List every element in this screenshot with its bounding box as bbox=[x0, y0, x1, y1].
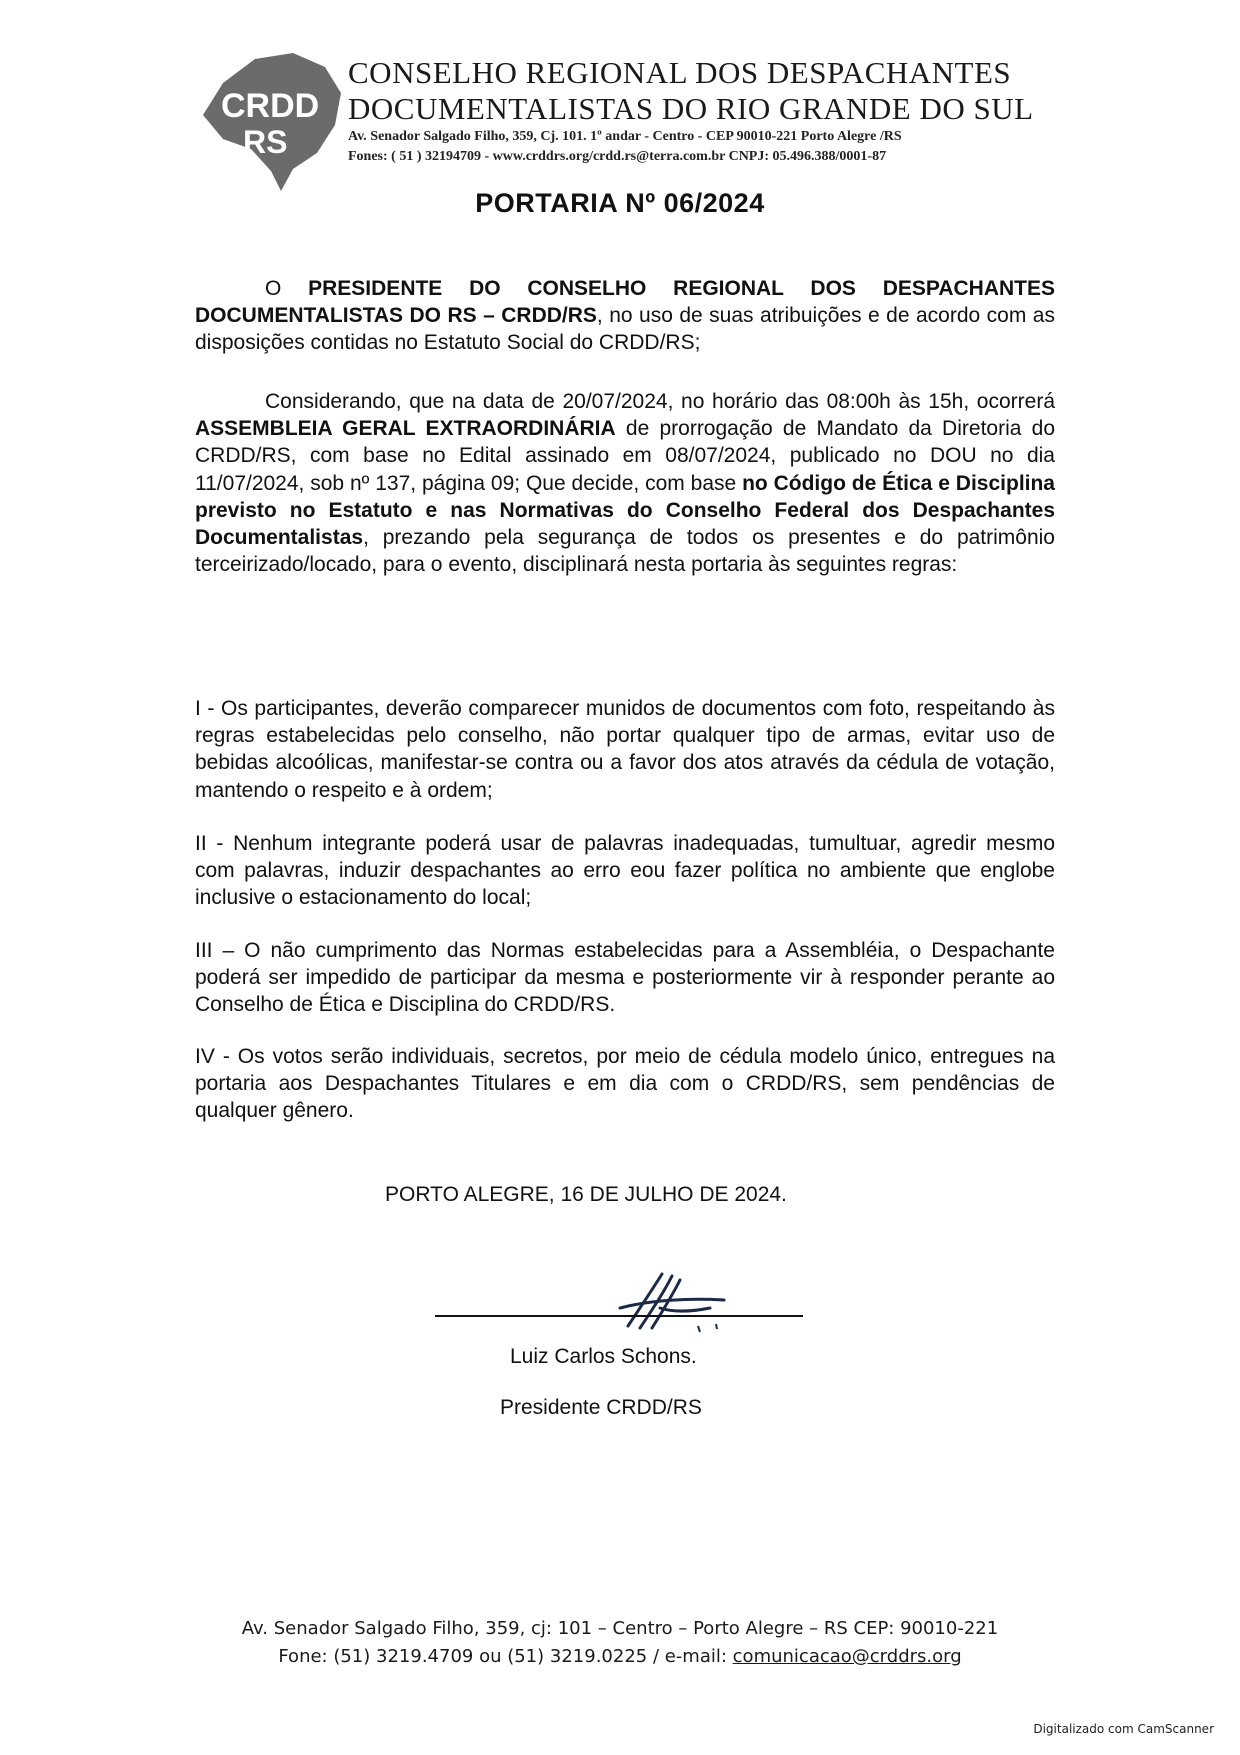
signer-name: Luiz Carlos Schons. bbox=[510, 1345, 697, 1368]
page-footer bbox=[0, 1615, 1240, 1671]
rule-iv: IV - Os votos serão individuais, secretos, por meio de cédula modelo único, entregues na portaria aos Despachantes Titulares e em dia com o CRDD/RS, sem pendências de qualquer gênero. bbox=[195, 1045, 1055, 1123]
organization-contact bbox=[348, 127, 1048, 167]
rule-iii: III – O não cumprimento das Normas estabelecidas para a Assembléia, o Despachante poderá ser impedido de participar da mesma e posteriormente vir à responder perante ao Conselho de Ética e Disciplina do CRDD/RS. bbox=[195, 939, 1055, 1017]
rule-i: I - Os participantes, deverão comparecer munidos de documentos com foto, respeitando às regras estabelecidas pelo conselho, não portar qualquer tipo de armas, evitar uso de bebidas alcoólicas, manifestar-se contra ou a favor dos atos através da cédula de votação, mantendo o respeito e à ordem; bbox=[195, 697, 1055, 802]
footer-address: Av. Senador Salgado Filho, 359, cj: 101 – Centro – Porto Alegre – RS CEP: 90010-221 bbox=[241, 1618, 999, 1639]
intro-text-1: O bbox=[265, 277, 309, 300]
handwritten-signature bbox=[600, 1268, 730, 1348]
org-phones: Fones: ( 51 ) 32194709 - www.crddrs.org/crdd.rs@terra.com.br CNPJ: 05.496.388/0001-87 bbox=[348, 149, 887, 164]
consider-text-1: Considerando, que na data de 20/07/2024, no horário das 08:00h às 15h, ocorrerá bbox=[265, 390, 1055, 413]
letterhead bbox=[185, 45, 1085, 205]
crdd-rs-logo bbox=[185, 45, 355, 195]
consider-bold-2: no Código de Ética e Disciplina previsto no Estatuto e nas Normativas do Conselho Federal dos Despachantes Documentalistas bbox=[195, 471, 1055, 550]
consider-text-3: , prezando pela segurança de todos os presentes e do patrimônio terceirizado/locado, para o evento, disciplinará nesta portaria às seguintes regras: bbox=[195, 526, 1055, 577]
signer-role: Presidente CRDD/RS bbox=[500, 1396, 702, 1419]
logo-text-rs: RS bbox=[243, 124, 288, 160]
signature-line bbox=[435, 1315, 803, 1317]
footer-contacts bbox=[0, 1643, 1240, 1671]
considerando-paragraph bbox=[195, 388, 1055, 578]
intro-bold: PRESIDENTE DO CONSELHO REGIONAL DOS DESPACHANTES DOCUMENTALISTAS DO RS – CRDD/RS bbox=[195, 277, 1055, 328]
logo-text-crdd: CRDD bbox=[221, 87, 320, 125]
footer-phones: Fone: (51) 3219.4709 ou (51) 3219.0225 / e-mail: bbox=[278, 1646, 733, 1667]
consider-bold-1: ASSEMBLEIA GERAL EXTRAORDINÁRIA bbox=[195, 417, 616, 441]
scanner-watermark: Digitalizado com CamScanner bbox=[1033, 1722, 1214, 1736]
org-name-line1: CONSELHO REGIONAL DOS DESPACHANTES bbox=[348, 55, 1012, 90]
document-title: PORTARIA Nº 06/2024 bbox=[475, 188, 765, 218]
intro-paragraph bbox=[195, 275, 1055, 357]
intro-text-2: , no uso de suas atribuições e de acordo com as disposições contidas no Estatuto Social do CRDD/RS; bbox=[195, 304, 1055, 355]
org-name-line2: DOCUMENTALISTAS DO RIO GRANDE DO SUL bbox=[348, 91, 1034, 126]
rule-ii: II - Nenhum integrante poderá usar de palavras inadequadas, tumultuar, agredir mesmo com palavras, induzir despachantes ao erro eou fazer política no ambiente que englobe inclusive o estacionamento do local; bbox=[195, 832, 1055, 910]
consider-text-2: de prorrogação de Mandato da Diretoria do CRDD/RS, com base no Edital assinado em 08/07/2024, publicado no DOU no dia 11/07/2024, sob nº 137, página 09; Que decide, com base bbox=[195, 417, 1056, 495]
place-and-date: PORTO ALEGRE, 16 DE JULHO DE 2024. bbox=[385, 1183, 787, 1206]
org-address: Av. Senador Salgado Filho, 359, Cj. 101. 1º andar - Centro - CEP 90010-221 Porto Alegre /RS bbox=[348, 129, 902, 144]
organization-name bbox=[348, 55, 1068, 127]
footer-email-link[interactable]: comunicacao@crddrs.org bbox=[732, 1646, 962, 1667]
